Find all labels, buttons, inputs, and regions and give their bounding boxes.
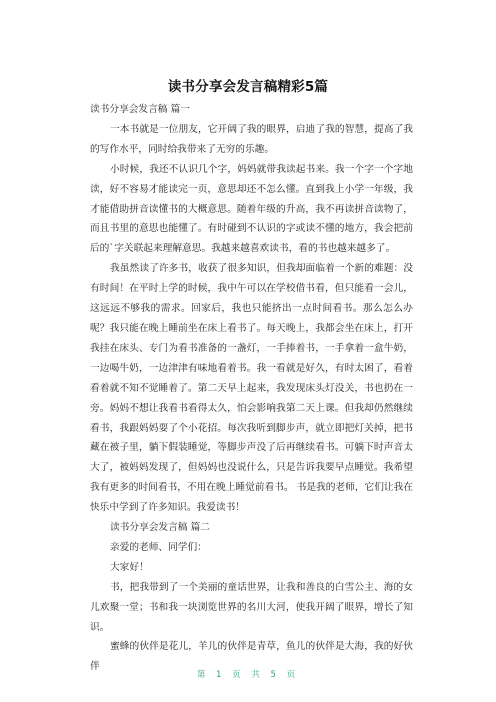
paragraph: 大家好！: [110, 561, 149, 573]
page-footer: 第 1 页 共 5 页: [196, 670, 300, 680]
paragraph: 小时候，我还不认识几个字，妈妈就带我读起书来。我一个字一个字地读，好不容易才能读完一页，意思却还不怎么懂。直到我上小学一年级，我才能借助拼音读懂书的大概意思。随着年级的升高，我不再读拼音读物了，而且书里的意思也能懂了。有时碰到不认识的字或读不懂的地方，我会把前后的`字关联起来理解意思。我越来越喜欢读书，看的书也越来越多了。: [90, 163, 413, 255]
section-heading: 读书分享会发言稿 篇一: [90, 104, 190, 115]
paragraph: 一本书就是一位朋友，它开阔了我的眼界，启迪了我的智慧，提高了我的写作水平，同时给我带来了无穷的乐趣。: [90, 123, 413, 155]
paragraph: 书，把我带到了一个美丽的童话世界，让我和善良的白雪公主、海的女儿欢聚一堂；书和我一块浏览世界的名川大河，使我开阔了眼界，增长了知识。: [90, 581, 413, 633]
greeting-line: 亲爱的老师、同学们：: [110, 541, 207, 553]
document-title: 读书分享会发言稿精彩5篇: [167, 79, 329, 95]
section-heading: 读书分享会发言稿 篇二: [110, 522, 210, 534]
paragraph: 我虽然读了许多书，收获了很多知识，但我却面临着一个新的难题：没有时间！在平时上学的时候，我中午可以在学校借书看，但只能看一会儿，这远远不够我的需求。回家后，我也只能挤出一点时间看书。那么怎么办呢？我只能在晚上睡前坐在床上看书了。每天晚上，我都会坐在床上，打开我挂在床头、专门为看书准备的一盏灯，一手捧着书，一手拿着一盒牛奶，一边喝牛奶，一边津津有味地看着书。我一看就是好久，有时太困了，看着看着就不知不觉睡着了。第二天早上起来，我发现床头灯没关，书也扔在一旁。妈妈不想让我看书看得太久，怕会影响我第二天上课。但我却仍然继续看书，我跟妈妈耍了个小花招。每次我听到脚步声，就立即把灯关掉，把书藏在被子里，躺下假装睡觉，等脚步声没了后再继续看书。可躺下时声音太大了，被妈妈发现了，但妈妈也没说什么，只是告诉我要早点睡觉。我希望我有更多的时间看书，不用在晚上睡觉前看书。 书是我的老师，它们让我在快乐中学到了许多知识。我爱读书！: [90, 263, 413, 514]
document-body: [90, 100, 413, 677]
paragraph: 蜜蜂的伙伴是花儿，羊儿的伙伴是青草，鱼儿的伙伴是大海，我的好伙伴: [90, 641, 413, 673]
